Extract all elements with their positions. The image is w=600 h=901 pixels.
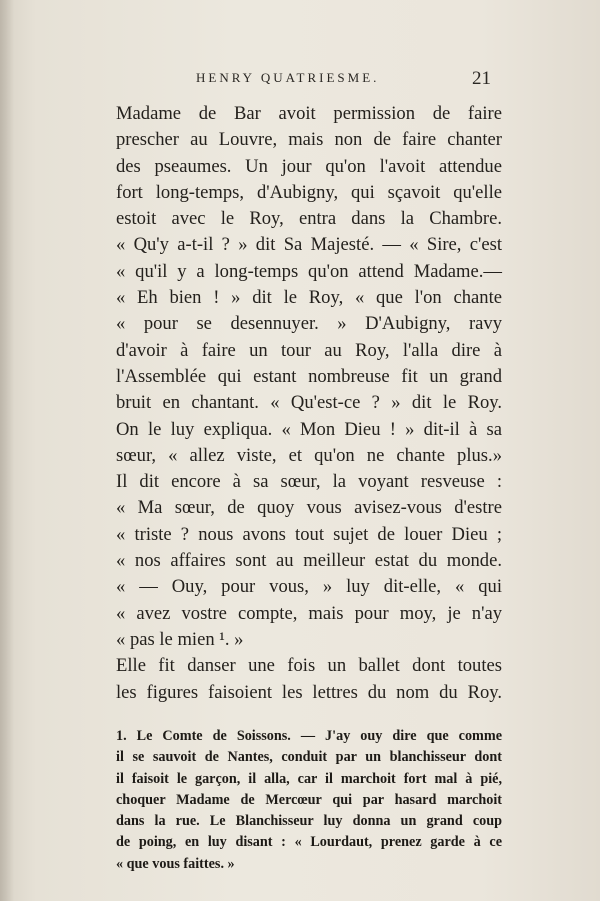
footnote-line: il se sauvoit de Nantes, conduit par un blanchisseur dont <box>116 749 502 766</box>
footnote <box>116 726 502 875</box>
page-number: 21 <box>472 68 491 89</box>
footnote-line: dans la rue. Le Blanchisseur luy donna un grand coup <box>116 813 502 830</box>
text-line: « avez vostre compte, mais pour moy, je n'ay <box>116 602 502 624</box>
text-line: « Qu'y a-t-il ? » dit Sa Majesté. — « Sire, c'est <box>116 234 502 256</box>
text-line: « pour se desennuyer. » D'Aubigny, ravy <box>116 313 502 335</box>
text-line: « nos affaires sont au meilleur estat du monde. <box>116 550 502 572</box>
text-line: des pseaumes. Un jour qu'on l'avoit attendue <box>116 155 502 177</box>
text-line: « triste ? nous avons tout sujet de louer Dieu ; <box>116 523 502 545</box>
text-line: « Ma sœur, de quoy vous avisez-vous d'estre <box>116 497 502 519</box>
text-line: estoit avec le Roy, entra dans la Chambre. <box>116 208 502 230</box>
text-line: l'Assemblée qui estant nombreuse fit un grand <box>116 365 502 387</box>
text-line: sœur, « allez viste, et qu'on ne chante plus.» <box>116 444 502 466</box>
footnote-line: choquer Madame de Mercœur qui par hasard marchoit <box>116 791 502 808</box>
text-line: « — Ouy, pour vous, » luy dit-elle, « qui <box>116 576 502 598</box>
running-head: HENRY QUATRIESME. <box>196 70 380 85</box>
text-line: On le luy expliqua. « Mon Dieu ! » dit-il à sa <box>116 418 502 440</box>
text-line: Il dit encore à sa sœur, la voyant resveuse : <box>116 471 502 493</box>
footnote-line: de poing, en luy disant : « Lourdaut, prenez garde à ce <box>116 834 502 851</box>
footnote-line: 1. Le Comte de Soissons. — J'ay ouy dire que comme <box>116 728 502 744</box>
spine-shadow <box>0 0 14 901</box>
text-line: bruit en chantant. « Qu'est-ce ? » dit le Roy. <box>116 392 502 414</box>
text-line: « qu'il y a long-temps qu'on attend Madame.— <box>116 260 502 282</box>
text-line: les figures faisoient les lettres du nom du Roy. <box>116 681 502 703</box>
text-line: « pas le mien ¹. » <box>116 628 244 650</box>
footnote-line: « que vous faittes. » <box>116 855 235 872</box>
text-line: Elle fit danser une fois un ballet dont toutes <box>116 655 502 677</box>
text-line: d'avoir à faire un tour au Roy, l'alla dire à <box>116 339 502 361</box>
body-text <box>116 101 502 706</box>
text-line: fort long-temps, d'Aubigny, qui sçavoit qu'elle <box>116 181 502 203</box>
text-line: Madame de Bar avoit permission de faire <box>116 103 502 124</box>
text-line: « Eh bien ! » dit le Roy, « que l'on chante <box>116 287 502 309</box>
footnote-line: il faisoit le garçon, il alla, car il marchoit fort mal à pié, <box>116 770 502 787</box>
text-line: prescher au Louvre, mais non de faire chanter <box>116 129 502 151</box>
